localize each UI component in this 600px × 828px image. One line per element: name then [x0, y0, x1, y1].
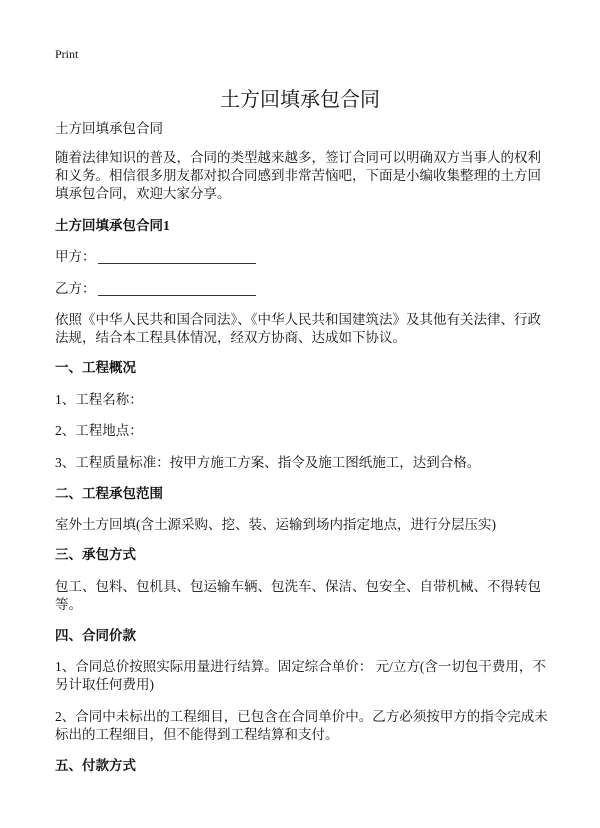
section-heading: 五、付款方式 [55, 758, 136, 773]
section-item: 2、合同中未标出的工程细目，已包含在合同单价中。乙方必须按甲方的指令完成未标出的工程细目，但不能得到工程结算和支付。 [55, 709, 548, 742]
contract-heading: 土方回填承包合同1 [55, 218, 170, 233]
section-item: 3、工程质量标准：按甲方施工方案、指令及施工图纸施工，达到合格。 [55, 455, 481, 470]
party-b-label: 乙方： [55, 281, 96, 296]
party-a-blank [98, 250, 256, 264]
section-heading: 三、承包方式 [55, 547, 136, 562]
party-b-row [55, 280, 549, 298]
section-item: 室外土方回填(含土源采购、挖、装、运输到场内指定地点，进行分层压实) [55, 517, 496, 532]
party-a-label: 甲方： [55, 249, 96, 264]
basis-paragraph: 依照《中华人民共和国合同法》、《中华人民共和国建筑法》及其他有关法律、行政法规，结合本工程具体情况，经双方协商、达成如下协议。 [55, 312, 541, 345]
party-b-blank [98, 282, 256, 296]
subtitle: 土方回填承包合同 [55, 121, 163, 136]
section-item: 包工、包料、包机具、包运输车辆、包洗车、保洁、包安全、自带机械、不得转包等。 [55, 579, 541, 612]
section-heading: 四、合同价款 [55, 628, 136, 643]
section-heading: 一、工程概况 [55, 360, 136, 375]
party-a-row [55, 248, 549, 266]
print-link[interactable]: Print [55, 47, 79, 61]
section-heading: 二、工程承包范围 [55, 486, 163, 501]
section-item: 1、工程名称： [55, 392, 143, 407]
document-title: 土方回填承包合同 [220, 89, 380, 111]
section-item: 1、合同总价按照实际用量进行结算。固定综合单价： 元/立方(含一切包干费用，不另计取任何费用) [55, 659, 546, 692]
intro-paragraph: 随着法律知识的普及，合同的类型越来越多，签订合同可以明确双方当事人的权利和义务。相信很多朋友都对拟合同感到非常苦恼吧，下面是小编收集整理的土方回填承包合同，欢迎大家分享。 [55, 150, 541, 201]
section-item: 2、工程地点： [55, 423, 143, 438]
